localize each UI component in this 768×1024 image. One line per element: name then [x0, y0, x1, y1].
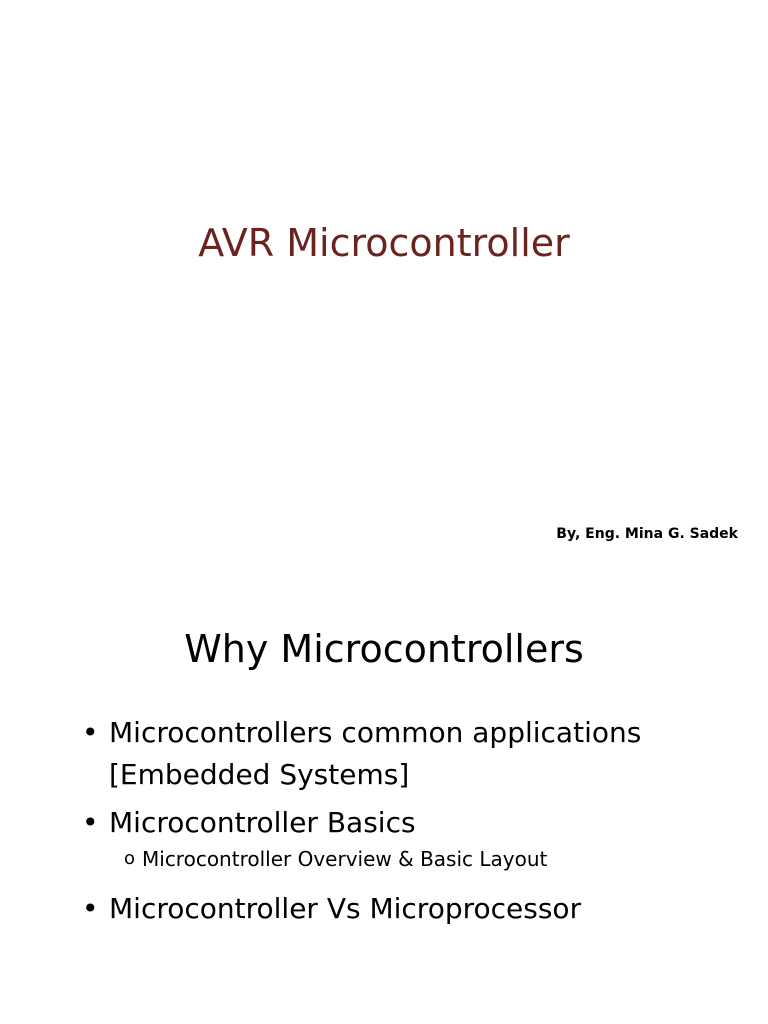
bullet-text: Microcontroller Vs Microprocessor: [109, 892, 582, 925]
bullet-list: [82, 712, 742, 930]
list-item: [82, 712, 742, 802]
bullet-icon: •: [82, 716, 99, 749]
bullet-icon: •: [82, 806, 99, 839]
sub-bullet-text: Microcontroller Overview & Basic Layout: [142, 847, 548, 871]
bullet-text: Microcontroller Basics: [109, 806, 416, 839]
list-item: [82, 802, 742, 844]
bullet-text: Microcontrollers common applications [Embedded Systems]: [109, 716, 642, 791]
bullet-icon: •: [82, 892, 99, 925]
author-credit: By, Eng. Mina G. Sadek: [556, 526, 738, 542]
slide-heading: Why Microcontrollers: [184, 627, 584, 671]
list-item: [82, 888, 742, 930]
slide-title: AVR Microcontroller: [198, 221, 570, 265]
sub-list-item: [82, 844, 742, 888]
sub-bullet-icon: o: [124, 848, 136, 869]
